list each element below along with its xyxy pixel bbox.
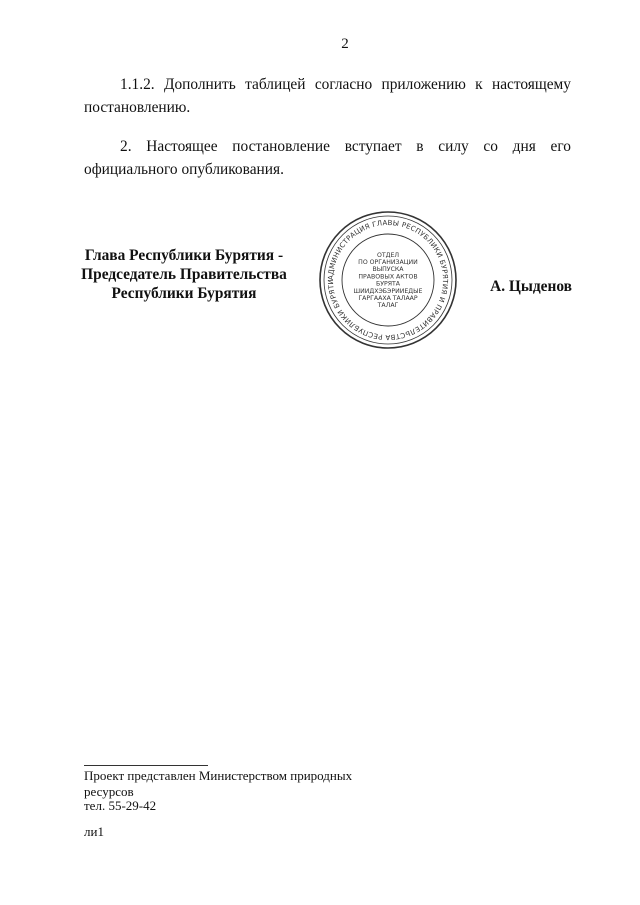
official-stamp	[318, 210, 458, 350]
footer-rule	[84, 765, 208, 766]
stamp-center-line: ПО ОРГАНИЗАЦИИ	[358, 259, 418, 266]
stamp-center-line: ГАРГААХА ТАЛААР	[358, 295, 418, 302]
paragraph-1: 1.1.2. Дополнить таблицей согласно приложению к настоящему постановлению.	[84, 76, 571, 116]
stamp-center-line: БУРЯТА	[375, 280, 401, 288]
signatory-name: А. Цыденов	[490, 278, 572, 295]
signatory-title	[78, 246, 290, 303]
paragraph-2: 2. Настоящее постановление вступает в силу со дня его официального опубликования.	[84, 138, 571, 178]
stamp-graphic	[318, 210, 458, 350]
signatory-title-line2: Председатель Правительства	[81, 266, 287, 283]
stamp-center-line: ШИИДХЭБЭРИИЕДЫЕ	[353, 287, 423, 295]
footer-code: ли1	[84, 824, 104, 839]
signatory-title-line1: Глава Республики Бурятия -	[84, 247, 284, 264]
stamp-center-line: ВЫПУСКА	[372, 266, 404, 274]
footer-phone: тел. 55-29-42	[84, 798, 157, 813]
footer-project-note: Проект представлен Министерством природных ресурсов	[84, 768, 353, 799]
stamp-center-line: ОТДЕЛ	[376, 251, 400, 259]
svg-text:АДМИНИСТРАЦИЯ ГЛАВЫ РЕСПУБЛИКИ: АДМИНИСТРАЦИЯ ГЛАВЫ РЕСПУБЛИКИ БУРЯТИЯ И ПРАВИТЕЛЬСТВА РЕСПУБЛИКИ БУРЯТИ	[326, 218, 450, 342]
page-number: 2	[341, 36, 349, 52]
stamp-center-line: ТАЛАГ	[377, 302, 399, 310]
signatory-title-line3: Республики Бурятия	[111, 285, 257, 302]
stamp-center-line: ПРАВОВЫХ АКТОВ	[358, 273, 418, 281]
